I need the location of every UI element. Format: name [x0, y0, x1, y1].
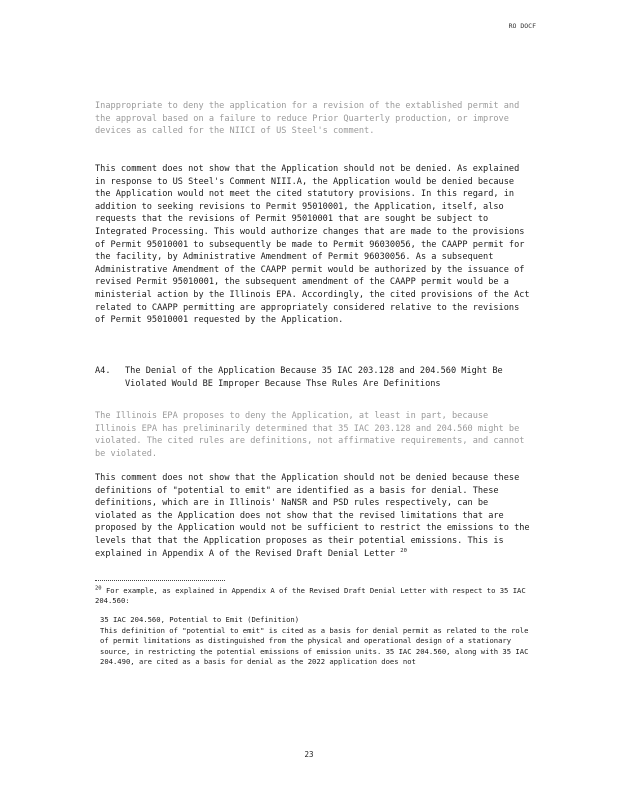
- quote-heading: 35 IAC 204.560, Potential to Emit (Definition): [100, 615, 300, 624]
- footnote-number: 20: [95, 585, 102, 592]
- footnote-text: For example, as explained in Appendix A of the Revised Draft Denial Letter with respect to 35 IAC 204.560:: [95, 586, 526, 606]
- section-title: The Denial of the Application Because 35 IAC 203.128 and 204.560 Might Be Violated Would BE Improper Because Thse Rules Are Definitions: [125, 366, 503, 389]
- page-header: RO DOCF: [508, 22, 536, 30]
- faint-paragraph-mid: The Illinois EPA proposes to deny the Application, at least in part, because Illinois EPA has preliminarily determined that 35 IAC 203.128 and 204.560 might be violated. The cited rules are definitions, not affirmative requirements, and cannot be violated.: [95, 411, 525, 459]
- section-number: A4.: [95, 366, 111, 376]
- footnote-reference: 20: [400, 547, 407, 554]
- body-paragraph-1: This comment does not show that the Application should not be denied. As explained in response to US Steel's Comment NIII.A, the Application would be denied because the Application would not meet the cited statutory provisions. In this regard, in addition to seeking revisions to Permit 95010001, the Application, itself, also requests that the revisions of Permit 95010001 that are sought be subject to Integrated Processing. This would authorize changes that are made to the provisions of Permit 95010001 to subsequently be made to Permit 96030056, the CAAPP permit for the facility, by Administrative Amendment of Permit 96030056. As a subsequent Administrative Amendment of the CAAPP permit would be authorized by the issuance of revised Permit 95010001, the subsequent amendment of the CAAPP permit would be a ministerial action by the Illinois EPA. Accordingly, the cited provisions of the Act related to CAAPP permitting are appropriately considered relative to the revisions of Permit 95010001 requested by the Application.: [95, 164, 530, 326]
- faint-paragraph-top: Inappropriate to deny the application for a revision of the extablished permit and the approval based on a failure to reduce Prior Quarterly production, or improve devices as called for the NIICI of US Steel's comment.: [95, 101, 520, 137]
- footnote: [95, 586, 535, 607]
- page-number: 23: [304, 750, 314, 759]
- footnote-separator: [95, 580, 225, 581]
- body-paragraph-2-text: This comment does not show that the Application should not be denied because these definitions of "potential to emit" are identified as a basis for denial. These definitions, which are in Illinois' NaNSR and PSD rules respectively, can be violated as the Application does not show that the revised limitations that are proposed by the Application would not be sufficient to restrict the emissions to the levels that that the Application proposes as their potential emissions. This is explained in Appendix A of the Revised Draft Denial Letter: [95, 473, 530, 559]
- quote-body: This definition of "potential to emit" is cited as a basis for denial permit as related to the role of permit limitations as distinguished from the physical and operational design of a stationary source, in restricting the potential emissions of emission units. 35 IAC 204.560, along with 35 IAC 204.490, are cited as a basis for denial as the 2022 application does not: [100, 626, 529, 667]
- body-paragraph-2: [95, 472, 533, 560]
